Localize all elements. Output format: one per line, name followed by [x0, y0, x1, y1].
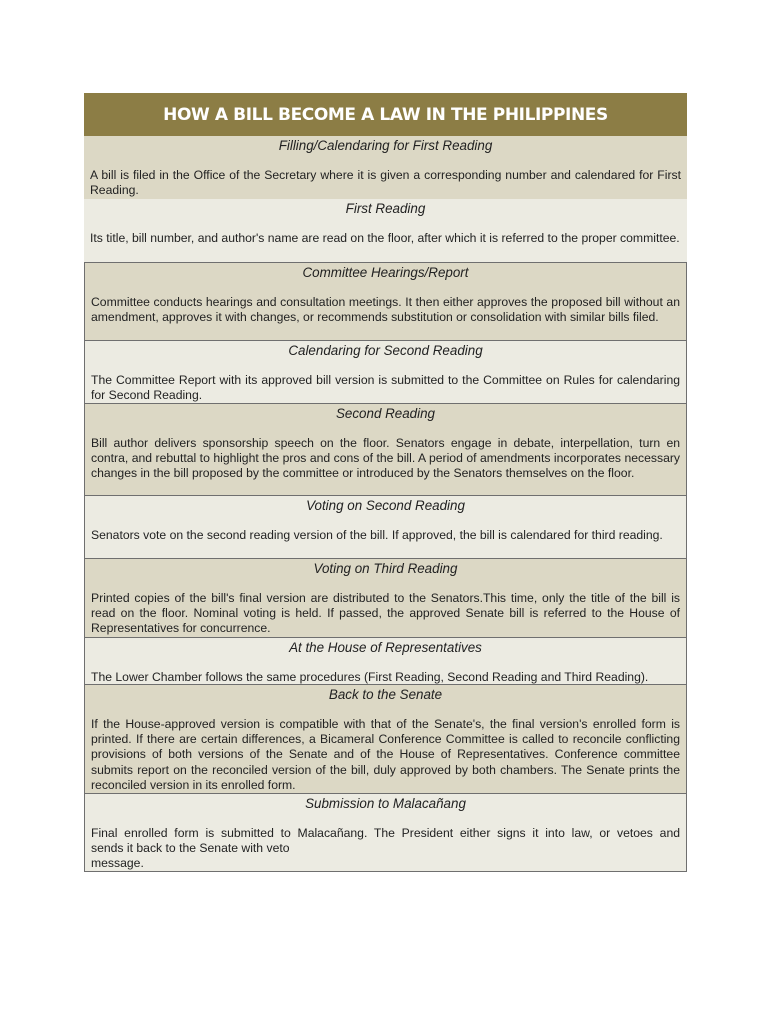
- step-description-line: message.: [91, 856, 144, 871]
- step-description: Committee conducts hearings and consultation meetings. It then either approves the proposed bill without an amendment, approves it with changes, or recommends substitution or consolidation with similar bills filed.: [91, 295, 680, 325]
- step-description: Its title, bill number, and author's name are read on the floor, after which it is referred to the proper committee.: [90, 231, 680, 245]
- step-description: The Committee Report with its approved bill version is submitted to the Committee on Rules for calendaring for Second Reading.: [91, 373, 680, 403]
- step-description-line: sends it back to the Senate with veto: [91, 841, 290, 856]
- step-heading: Back to the Senate: [328, 687, 443, 702]
- step-house-of-representatives: [84, 638, 687, 685]
- step-description: If the House-approved version is compatible with that of the Senate's, the final version's enrolled form is printed. If there are certain differences, a Bicameral Conference Committee is called to reconcile conflicting provisions of both versions of the Senate and of the House of Representatives. Conference committee submits report on the reconciled version of the bill, duly approved by both chambers. The Senate prints the reconciled version in its enrolled form.: [91, 717, 680, 792]
- step-back-to-senate: [84, 685, 687, 794]
- step-submission-malacanang: [84, 794, 687, 872]
- step-heading: Voting on Second Reading: [306, 498, 465, 513]
- step-heading: Second Reading: [335, 406, 436, 421]
- step-description: [91, 826, 680, 872]
- document-title: HOW A BILL BECOME A LAW IN THE PHILIPPINES: [84, 93, 687, 136]
- step-heading: Voting on Third Reading: [313, 561, 458, 576]
- step-first-reading: [84, 199, 687, 262]
- step-heading: First Reading: [345, 201, 426, 216]
- step-heading: Calendaring for Second Reading: [288, 343, 483, 358]
- step-description: The Lower Chamber follows the same procedures (First Reading, Second Reading and Third Reading).: [91, 670, 649, 684]
- step-second-reading: [84, 404, 687, 496]
- step-filing-calendaring: [84, 136, 687, 199]
- step-heading: At the House of Representatives: [289, 640, 482, 655]
- step-heading: Submission to Malacañang: [305, 796, 466, 811]
- step-voting-third-reading: [84, 559, 687, 638]
- step-heading: Filling/Calendaring for First Reading: [278, 138, 493, 153]
- step-description: A bill is filed in the Office of the Secretary where it is given a corresponding number and calendared for First Reading.: [90, 168, 681, 198]
- bill-to-law-document: [84, 93, 687, 872]
- step-description: Printed copies of the bill's final version are distributed to the Senators.This time, only the title of the bill is read on the floor. Nominal voting is held. If passed, the approved Senate bill is referred to the House of Representatives for concurrence.: [91, 591, 680, 636]
- step-description-line: Final enrolled form is submitted to Malacañang. The President either signs it into law, or vetoes and: [91, 826, 680, 840]
- step-calendaring-second-reading: [84, 341, 687, 404]
- step-heading: Committee Hearings/Report: [302, 265, 469, 280]
- step-committee-hearings: [84, 262, 687, 341]
- step-voting-second-reading: [84, 496, 687, 559]
- step-description: Bill author delivers sponsorship speech on the floor. Senators engage in debate, interpellation, turn en contra, and rebuttal to highlight the pros and cons of the bill. A period of amendments incorporates necessary changes in the bill proposed by the committee or introduced by the Senators themselves on the floor.: [91, 436, 680, 481]
- step-description: Senators vote on the second reading version of the bill. If approved, the bill is calendared for third reading.: [91, 528, 663, 542]
